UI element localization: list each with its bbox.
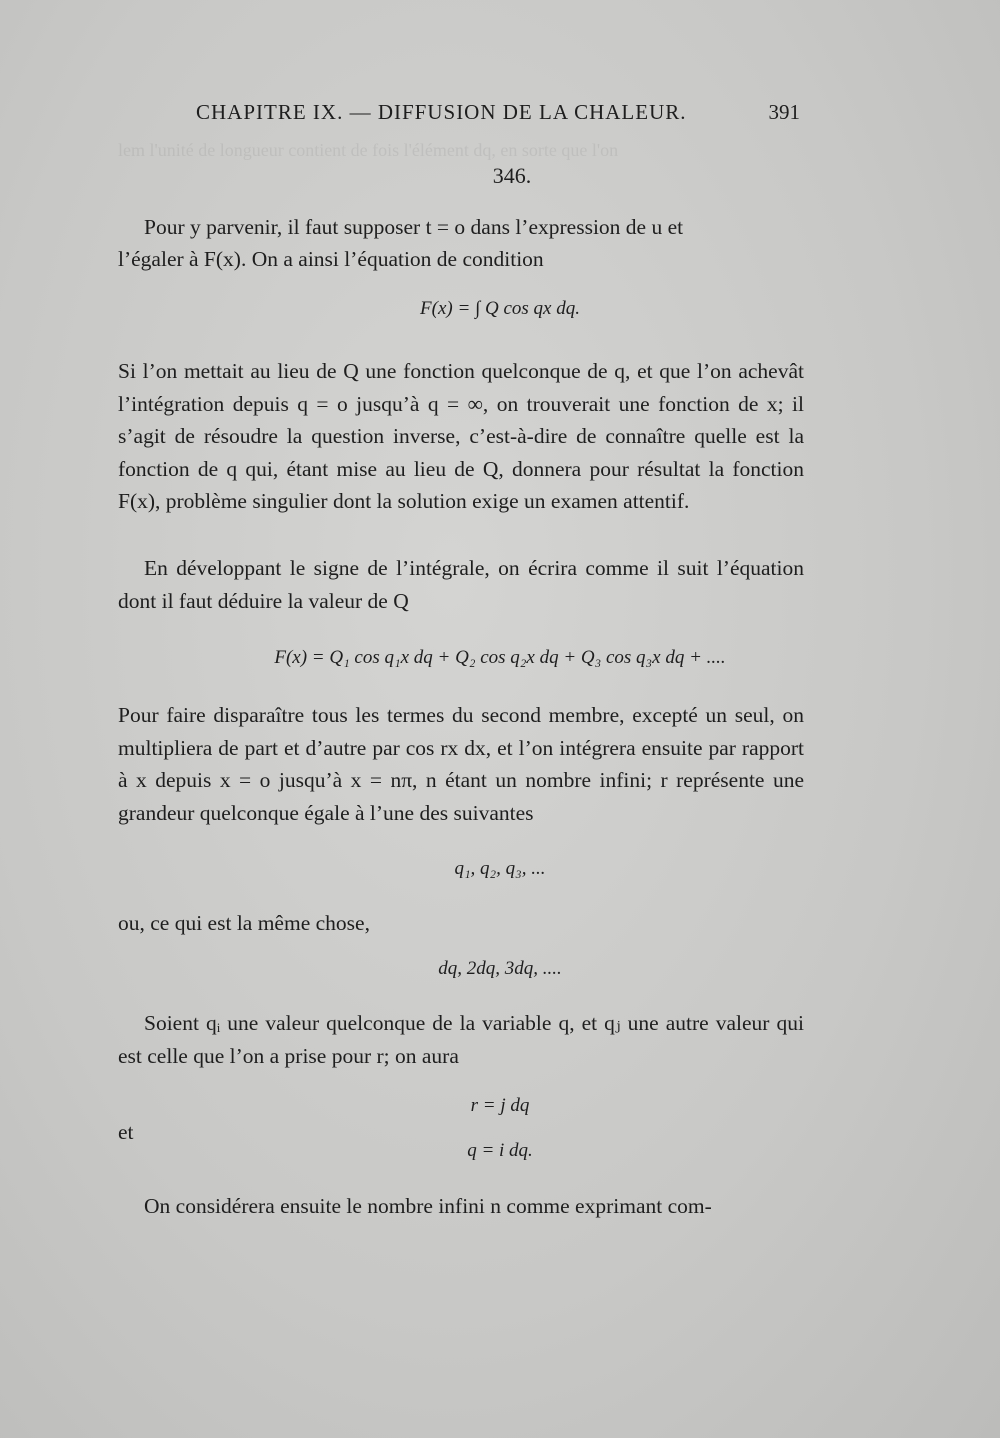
chapter-title: CHAPITRE IX. — DIFFUSION DE LA CHALEUR.	[196, 100, 687, 124]
paragraph-5: ou, ce qui est la même chose,	[118, 911, 370, 935]
bleed-through-text: lem l'unité de longueur contient de fois l'élément dq, en sorte que l'on	[118, 140, 619, 160]
equation-4: dq, 2dq, 3dq, ....	[438, 958, 562, 979]
running-header	[196, 100, 800, 125]
paragraph-1-line-1: Pour y parvenir, il faut supposer t = o dans l’expression de u et	[144, 215, 684, 239]
paragraph-7: On considérera ensuite le nombre infini n comme exprimant com-	[144, 1194, 712, 1218]
equation-5: r = j dq	[470, 1095, 530, 1116]
equation-1: F(x) = ∫ Q cos qx dq.	[420, 298, 580, 319]
paragraph-6: Soient qᵢ une valeur quelconque de la variable q, et qⱼ une autre valeur qui est celle que l’on a prise pour r; on aura	[118, 1011, 804, 1068]
equation-6: q = i dq.	[467, 1140, 533, 1161]
page-number: 391	[768, 100, 800, 124]
paragraph-2: Si l’on mettait au lieu de Q une fonction quelconque de q, et que l’on achevât l’intégration depuis q = o jusqu’à q = ∞, on trouverait une fonction de x; il s’agit de résoudre la question inverse, c’est-à-dire de connaître quelle est la fonction de q qui, étant mise au lieu de Q, donnera pour résultat la fonction F(x), problème singulier dont la solution exige un examen attentif.	[118, 359, 804, 513]
paragraph-1-line-2: l’égaler à F(x). On a ainsi l’équation de condition	[118, 247, 544, 271]
paragraph-4: Pour faire disparaître tous les termes du second membre, excepté un seul, on multipliera de part et d’autre par cos rx dx, et l’on intégrera ensuite par rapport à x depuis x = o jusqu’à x = nπ, n étant un nombre infini; r représente une grandeur quelconque égale à l’une des suivantes	[118, 703, 804, 825]
equation-2: F(x) = Q₁ cos q₁x dq + Q₂ cos q₂x dq + Q₃ cos q₃x dq + ....	[274, 647, 726, 668]
equation-3: q₁, q₂, q₃, ...	[454, 858, 546, 879]
conjunction-et: et	[118, 1120, 134, 1144]
section-number: 346.	[492, 163, 532, 188]
paragraph-3: En développant le signe de l’intégrale, on écrira comme il suit l’équation dont il faut déduire la valeur de Q	[118, 556, 804, 613]
